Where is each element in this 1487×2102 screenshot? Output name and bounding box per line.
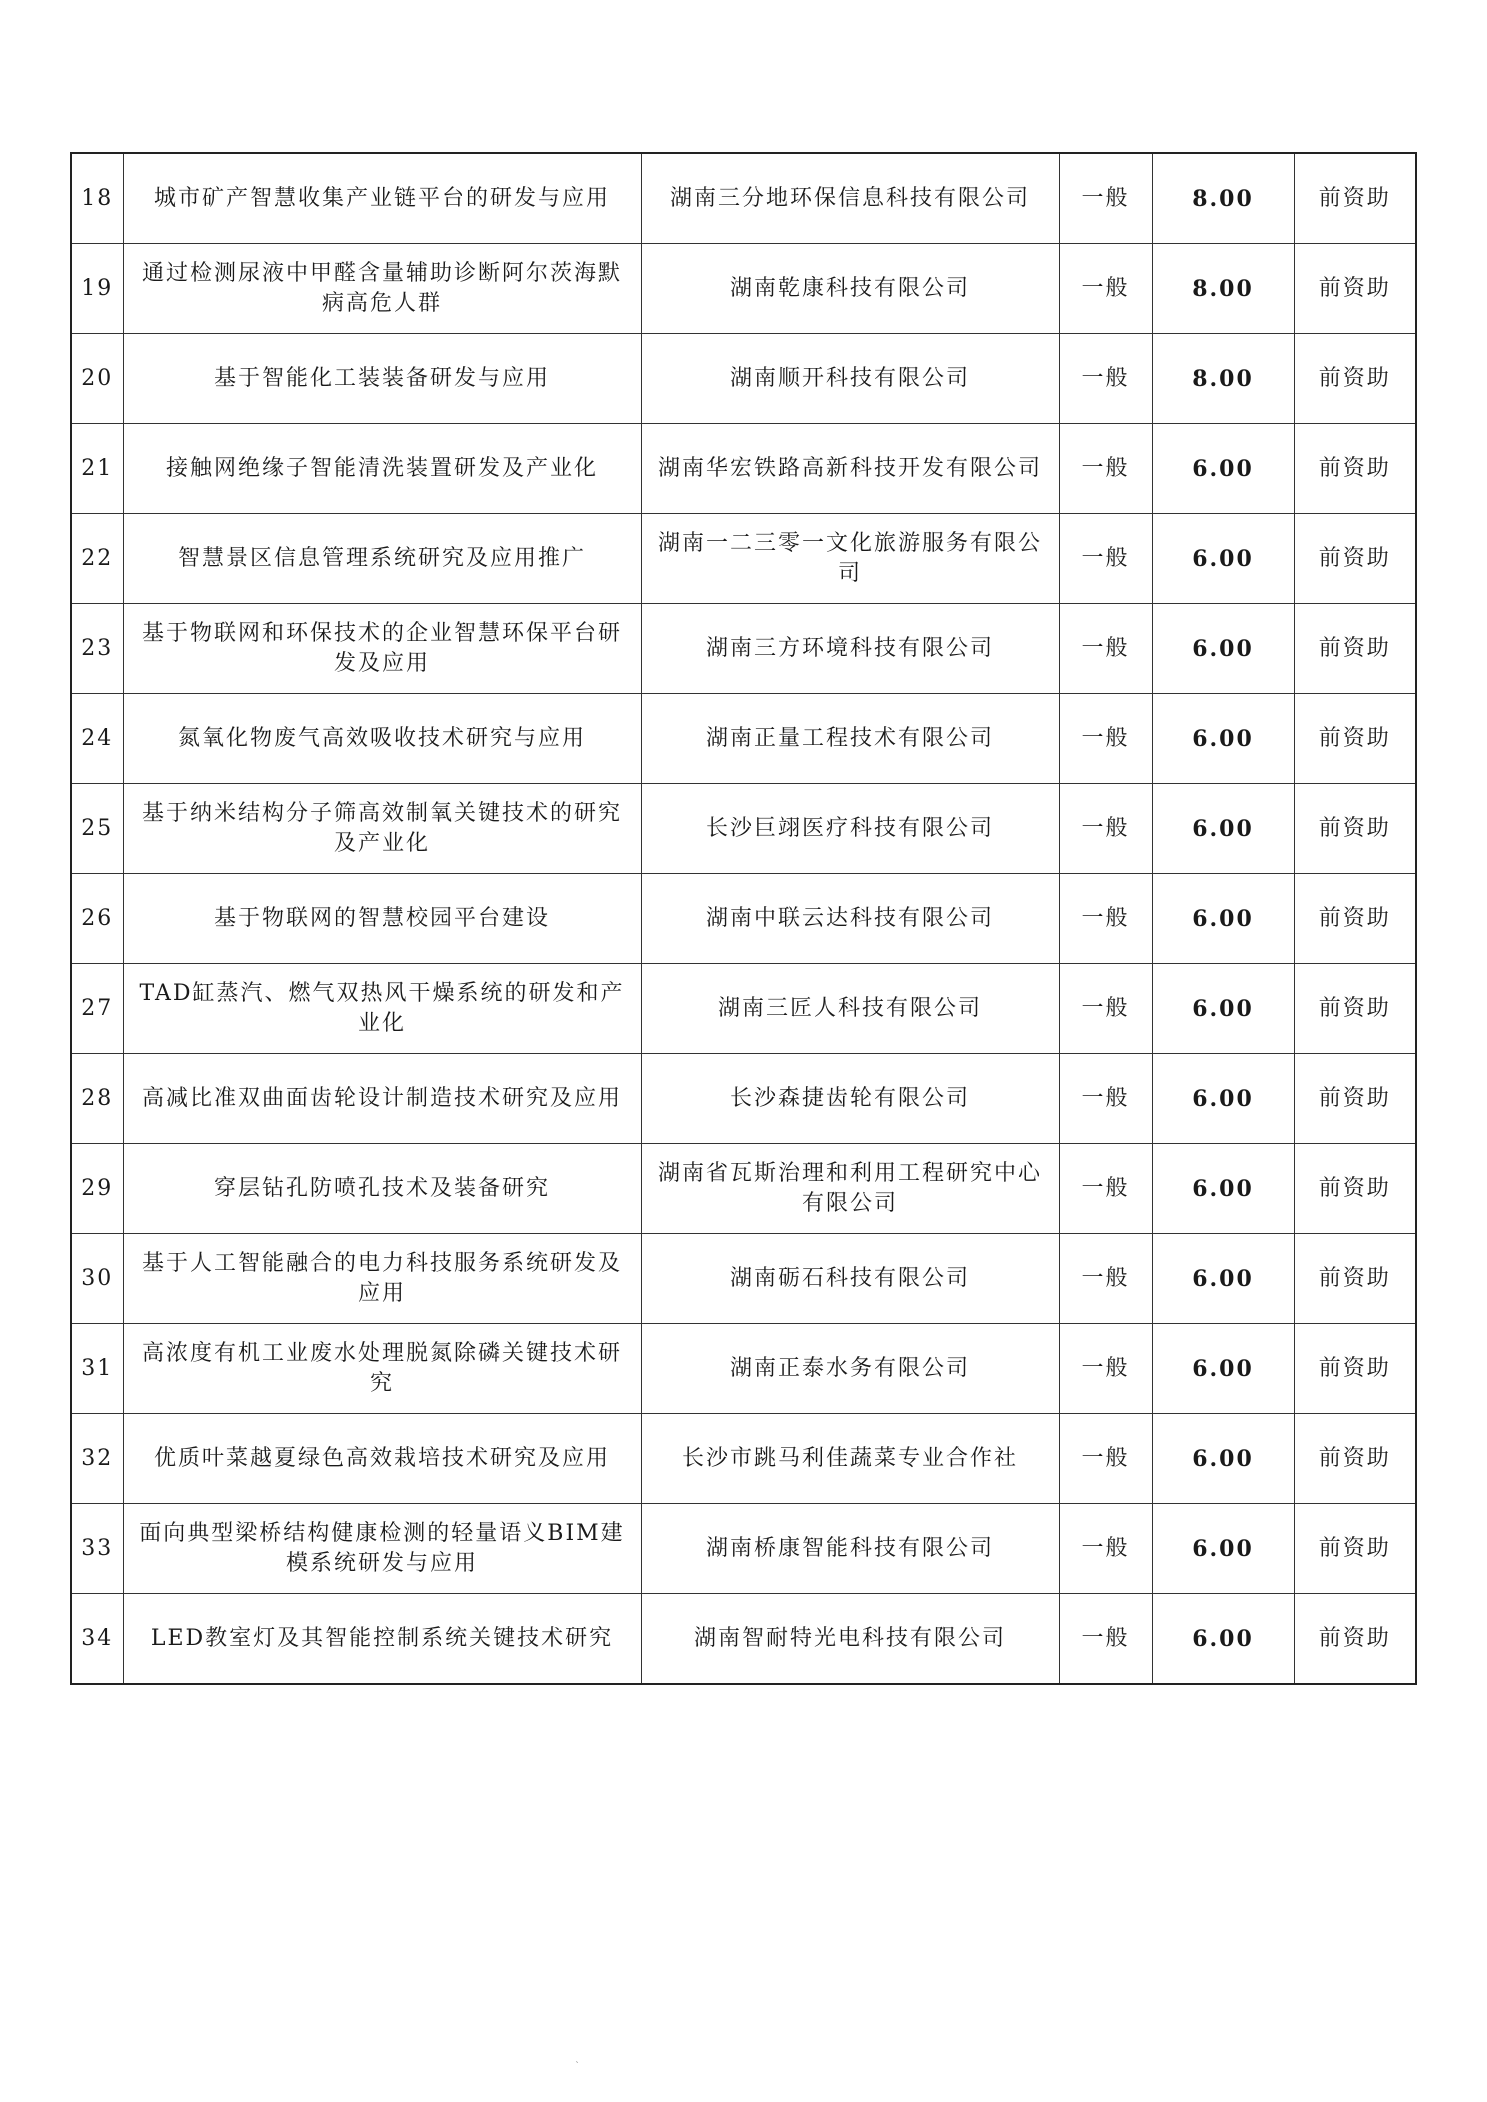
funding-amount-cell: 6.00 <box>1152 1414 1294 1504</box>
organization-cell: 湖南智耐特光电科技有限公司 <box>641 1594 1059 1685</box>
organization-cell: 湖南正泰水务有限公司 <box>641 1324 1059 1414</box>
funding-amount-cell: 8.00 <box>1152 153 1294 244</box>
funding-mode-cell: 前资助 <box>1294 964 1416 1054</box>
funding-amount-cell: 6.00 <box>1152 1144 1294 1234</box>
table-row <box>71 514 1416 604</box>
table-row <box>71 874 1416 964</box>
funding-amount-cell: 6.00 <box>1152 964 1294 1054</box>
funding-mode-cell: 前资助 <box>1294 244 1416 334</box>
project-type-cell: 一般 <box>1059 1054 1152 1144</box>
row-number-cell: 29 <box>71 1144 123 1234</box>
table-row <box>71 1594 1416 1685</box>
funding-amount-cell: 6.00 <box>1152 1324 1294 1414</box>
project-title-cell: 基于智能化工装装备研发与应用 <box>123 334 641 424</box>
project-title-cell: 基于物联网和环保技术的企业智慧环保平台研发及应用 <box>123 604 641 694</box>
funding-amount-cell: 8.00 <box>1152 334 1294 424</box>
funding-mode-cell: 前资助 <box>1294 334 1416 424</box>
project-type-cell: 一般 <box>1059 784 1152 874</box>
funding-mode-cell: 前资助 <box>1294 1504 1416 1594</box>
project-type-cell: 一般 <box>1059 334 1152 424</box>
project-type-cell: 一般 <box>1059 514 1152 604</box>
funding-mode-cell: 前资助 <box>1294 1144 1416 1234</box>
row-number-cell: 33 <box>71 1504 123 1594</box>
funding-mode-cell: 前资助 <box>1294 1594 1416 1685</box>
row-number-cell: 21 <box>71 424 123 514</box>
funding-mode-cell: 前资助 <box>1294 424 1416 514</box>
funding-amount-cell: 6.00 <box>1152 424 1294 514</box>
scan-mark: ` <box>575 2061 580 2072</box>
project-title-cell: 高浓度有机工业废水处理脱氮除磷关键技术研究 <box>123 1324 641 1414</box>
project-title-cell: 基于人工智能融合的电力科技服务系统研发及应用 <box>123 1234 641 1324</box>
funding-mode-cell: 前资助 <box>1294 514 1416 604</box>
funding-amount-cell: 6.00 <box>1152 1594 1294 1685</box>
project-title-cell: 高减比准双曲面齿轮设计制造技术研究及应用 <box>123 1054 641 1144</box>
organization-cell: 湖南三匠人科技有限公司 <box>641 964 1059 1054</box>
project-title-cell: 智慧景区信息管理系统研究及应用推广 <box>123 514 641 604</box>
row-number-cell: 24 <box>71 694 123 784</box>
table-row <box>71 694 1416 784</box>
organization-cell: 长沙市跳马利佳蔬菜专业合作社 <box>641 1414 1059 1504</box>
table-row <box>71 1234 1416 1324</box>
table-row <box>71 964 1416 1054</box>
funding-mode-cell: 前资助 <box>1294 1324 1416 1414</box>
project-type-cell: 一般 <box>1059 1414 1152 1504</box>
project-type-cell: 一般 <box>1059 1144 1152 1234</box>
project-title-cell: TAD缸蒸汽、燃气双热风干燥系统的研发和产业化 <box>123 964 641 1054</box>
row-number-cell: 19 <box>71 244 123 334</box>
row-number-cell: 31 <box>71 1324 123 1414</box>
project-type-cell: 一般 <box>1059 964 1152 1054</box>
organization-cell: 湖南桥康智能科技有限公司 <box>641 1504 1059 1594</box>
funding-mode-cell: 前资助 <box>1294 604 1416 694</box>
row-number-cell: 26 <box>71 874 123 964</box>
project-type-cell: 一般 <box>1059 424 1152 514</box>
row-number-cell: 20 <box>71 334 123 424</box>
table-row <box>71 1504 1416 1594</box>
project-title-cell: 基于纳米结构分子筛高效制氧关键技术的研究及产业化 <box>123 784 641 874</box>
table-row <box>71 244 1416 334</box>
organization-cell: 湖南三分地环保信息科技有限公司 <box>641 153 1059 244</box>
organization-cell: 湖南正量工程技术有限公司 <box>641 694 1059 784</box>
funding-amount-cell: 6.00 <box>1152 1054 1294 1144</box>
funding-amount-cell: 6.00 <box>1152 874 1294 964</box>
funding-mode-cell: 前资助 <box>1294 1234 1416 1324</box>
project-type-cell: 一般 <box>1059 874 1152 964</box>
project-title-cell: 优质叶菜越夏绿色高效栽培技术研究及应用 <box>123 1414 641 1504</box>
project-type-cell: 一般 <box>1059 1504 1152 1594</box>
organization-cell: 湖南一二三零一文化旅游服务有限公司 <box>641 514 1059 604</box>
funding-mode-cell: 前资助 <box>1294 874 1416 964</box>
funding-amount-cell: 6.00 <box>1152 604 1294 694</box>
row-number-cell: 22 <box>71 514 123 604</box>
table-row <box>71 424 1416 514</box>
project-table-body <box>71 153 1416 1684</box>
project-type-cell: 一般 <box>1059 1324 1152 1414</box>
organization-cell: 长沙巨翊医疗科技有限公司 <box>641 784 1059 874</box>
table-row <box>71 604 1416 694</box>
row-number-cell: 34 <box>71 1594 123 1685</box>
project-type-cell: 一般 <box>1059 1234 1152 1324</box>
funding-mode-cell: 前资助 <box>1294 1054 1416 1144</box>
table-row <box>71 334 1416 424</box>
table-row <box>71 153 1416 244</box>
project-type-cell: 一般 <box>1059 694 1152 784</box>
project-title-cell: 通过检测尿液中甲醛含量辅助诊断阿尔茨海默病高危人群 <box>123 244 641 334</box>
table-row <box>71 784 1416 874</box>
funding-mode-cell: 前资助 <box>1294 694 1416 784</box>
funding-mode-cell: 前资助 <box>1294 784 1416 874</box>
organization-cell: 湖南中联云达科技有限公司 <box>641 874 1059 964</box>
project-type-cell: 一般 <box>1059 1594 1152 1685</box>
funding-amount-cell: 6.00 <box>1152 514 1294 604</box>
project-table <box>70 152 1417 1685</box>
project-title-cell: 接触网绝缘子智能清洗装置研发及产业化 <box>123 424 641 514</box>
project-title-cell: 面向典型梁桥结构健康检测的轻量语义BIM建模系统研发与应用 <box>123 1504 641 1594</box>
organization-cell: 湖南乾康科技有限公司 <box>641 244 1059 334</box>
funding-amount-cell: 8.00 <box>1152 244 1294 334</box>
funding-amount-cell: 6.00 <box>1152 1504 1294 1594</box>
table-row <box>71 1144 1416 1234</box>
project-type-cell: 一般 <box>1059 244 1152 334</box>
funding-mode-cell: 前资助 <box>1294 153 1416 244</box>
organization-cell: 长沙森捷齿轮有限公司 <box>641 1054 1059 1144</box>
project-title-cell: 城市矿产智慧收集产业链平台的研发与应用 <box>123 153 641 244</box>
project-title-cell: 穿层钻孔防喷孔技术及装备研究 <box>123 1144 641 1234</box>
table-row <box>71 1054 1416 1144</box>
row-number-cell: 32 <box>71 1414 123 1504</box>
row-number-cell: 27 <box>71 964 123 1054</box>
project-title-cell: 氮氧化物废气高效吸收技术研究与应用 <box>123 694 641 784</box>
organization-cell: 湖南华宏铁路高新科技开发有限公司 <box>641 424 1059 514</box>
project-title-cell: 基于物联网的智慧校园平台建设 <box>123 874 641 964</box>
table-row <box>71 1324 1416 1414</box>
table-row <box>71 1414 1416 1504</box>
row-number-cell: 18 <box>71 153 123 244</box>
funding-amount-cell: 6.00 <box>1152 784 1294 874</box>
funding-amount-cell: 6.00 <box>1152 694 1294 784</box>
organization-cell: 湖南省瓦斯治理和利用工程研究中心有限公司 <box>641 1144 1059 1234</box>
organization-cell: 湖南砺石科技有限公司 <box>641 1234 1059 1324</box>
row-number-cell: 23 <box>71 604 123 694</box>
row-number-cell: 25 <box>71 784 123 874</box>
organization-cell: 湖南顺开科技有限公司 <box>641 334 1059 424</box>
project-type-cell: 一般 <box>1059 153 1152 244</box>
row-number-cell: 28 <box>71 1054 123 1144</box>
funding-amount-cell: 6.00 <box>1152 1234 1294 1324</box>
organization-cell: 湖南三方环境科技有限公司 <box>641 604 1059 694</box>
funding-mode-cell: 前资助 <box>1294 1414 1416 1504</box>
project-type-cell: 一般 <box>1059 604 1152 694</box>
project-title-cell: LED教室灯及其智能控制系统关键技术研究 <box>123 1594 641 1685</box>
row-number-cell: 30 <box>71 1234 123 1324</box>
